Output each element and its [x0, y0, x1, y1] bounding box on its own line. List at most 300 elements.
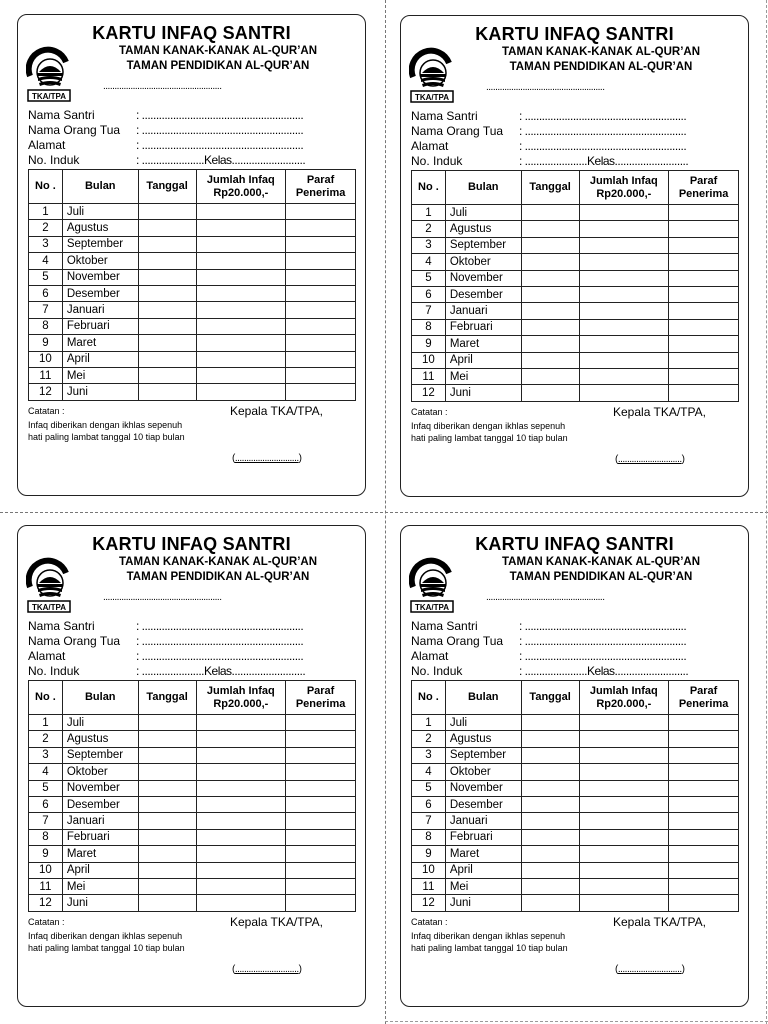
- infaq-card: [400, 525, 749, 1007]
- cell-jumlah-infaq: [579, 286, 669, 302]
- table-row: [29, 220, 356, 236]
- table-row: [29, 318, 356, 334]
- table-row: [29, 846, 356, 862]
- cell-paraf-penerima: [669, 254, 739, 270]
- cell-bulan: Juni: [62, 895, 138, 911]
- cell-jumlah-infaq: [579, 385, 669, 401]
- infaq-card: [400, 15, 749, 497]
- cell-paraf-penerima: [286, 335, 356, 351]
- table-row: [412, 846, 739, 862]
- header-jumlah-infaq: Jumlah Infaq Rp20.000,-: [579, 171, 669, 205]
- cell-paraf-penerima: [669, 796, 739, 812]
- cell-tanggal: [521, 303, 579, 319]
- cell-paraf-penerima: [669, 385, 739, 401]
- cell-jumlah-infaq: [196, 764, 286, 780]
- cell-tanggal: [138, 204, 196, 220]
- cell-paraf-penerima: [669, 715, 739, 731]
- table-row: [412, 385, 739, 401]
- cell-bulan: Juli: [62, 204, 138, 220]
- cell-no: 1: [29, 204, 63, 220]
- field-value: : .........................................................: [519, 124, 687, 138]
- cell-jumlah-infaq: [579, 336, 669, 352]
- cell-jumlah-infaq: [196, 253, 286, 269]
- tka-tpa-logo-icon: [26, 553, 72, 615]
- kepala-label: Kepala TKA/TPA,: [230, 915, 323, 929]
- cell-paraf-penerima: [286, 780, 356, 796]
- field-label: Nama Orang Tua: [28, 634, 121, 648]
- table-row: [29, 204, 356, 220]
- cell-bulan: Desember: [62, 285, 138, 301]
- infaq-table: [28, 169, 356, 401]
- header-bulan: Bulan: [62, 681, 138, 715]
- header-bulan: Bulan: [445, 171, 521, 205]
- header-jumlah-infaq: Jumlah Infaq Rp20.000,-: [579, 681, 669, 715]
- cell-paraf-penerima: [669, 336, 739, 352]
- cell-bulan: Oktober: [62, 253, 138, 269]
- cell-bulan: April: [62, 862, 138, 878]
- table-row: [29, 351, 356, 367]
- header-paraf-penerima: Paraf Penerima: [669, 171, 739, 205]
- cell-jumlah-infaq: [196, 747, 286, 763]
- cell-jumlah-infaq: [579, 270, 669, 286]
- card-subtitle-tpa: TAMAN PENDIDIKAN AL-QUR’AN: [509, 571, 693, 583]
- cell-bulan: Desember: [445, 286, 521, 302]
- cell-paraf-penerima: [286, 747, 356, 763]
- cell-bulan: Oktober: [62, 764, 138, 780]
- table-row: [29, 236, 356, 252]
- cell-jumlah-infaq: [196, 367, 286, 383]
- cell-paraf-penerima: [669, 878, 739, 894]
- cell-bulan: November: [445, 270, 521, 286]
- field-value: : .........................................................: [136, 619, 304, 633]
- table-row: [29, 269, 356, 285]
- cell-bulan: April: [445, 862, 521, 878]
- cell-bulan: April: [445, 352, 521, 368]
- cell-jumlah-infaq: [196, 813, 286, 829]
- card-subtitle-tpa: TAMAN PENDIDIKAN AL-QUR’AN: [509, 61, 693, 73]
- table-row: [412, 286, 739, 302]
- table-row: [412, 221, 739, 237]
- kepala-label: Kepala TKA/TPA,: [613, 915, 706, 929]
- field-label: Nama Orang Tua: [411, 634, 504, 648]
- cell-tanggal: [138, 764, 196, 780]
- table-row: [412, 796, 739, 812]
- cell-no: 6: [412, 796, 446, 812]
- note-label: Catatan :: [411, 917, 448, 927]
- header-jumlah-infaq: Jumlah Infaq Rp20.000,-: [196, 170, 286, 204]
- header-jumlah-infaq: Jumlah Infaq Rp20.000,-: [196, 681, 286, 715]
- cell-bulan: September: [445, 237, 521, 253]
- cell-bulan: Januari: [62, 302, 138, 318]
- signature-line: (............................): [232, 453, 302, 464]
- cell-no: 6: [412, 286, 446, 302]
- cell-tanggal: [521, 319, 579, 335]
- cell-tanggal: [138, 302, 196, 318]
- cell-bulan: Maret: [62, 335, 138, 351]
- cell-tanggal: [138, 780, 196, 796]
- cell-no: 6: [29, 285, 63, 301]
- cell-jumlah-infaq: [579, 796, 669, 812]
- cell-tanggal: [521, 715, 579, 731]
- cell-no: 8: [29, 318, 63, 334]
- cell-jumlah-infaq: [579, 829, 669, 845]
- cell-bulan: Maret: [445, 846, 521, 862]
- cell-jumlah-infaq: [196, 285, 286, 301]
- field-alamat: [28, 649, 303, 663]
- cell-jumlah-infaq: [196, 715, 286, 731]
- cell-bulan: November: [445, 780, 521, 796]
- cell-paraf-penerima: [669, 352, 739, 368]
- cell-no: 11: [412, 878, 446, 894]
- cell-paraf-penerima: [669, 780, 739, 796]
- table-row: [412, 813, 739, 829]
- cell-tanggal: [138, 846, 196, 862]
- card-subtitle-tka: TAMAN KANAK-KANAK AL-QUR’AN: [118, 556, 318, 568]
- cell-tanggal: [521, 368, 579, 384]
- cell-bulan: Februari: [445, 829, 521, 845]
- table-header-row: [29, 681, 356, 715]
- note-text: Infaq diberikan dengan ikhlas sepenuh hati paling lambat tanggal 10 tiap bulan: [411, 421, 568, 443]
- cell-tanggal: [521, 829, 579, 845]
- field-value: : .........................................................: [519, 109, 687, 123]
- cell-paraf-penerima: [286, 351, 356, 367]
- header-paraf-penerima: Paraf Penerima: [669, 681, 739, 715]
- cell-bulan: Oktober: [445, 764, 521, 780]
- cell-tanggal: [138, 731, 196, 747]
- cell-no: 3: [412, 747, 446, 763]
- field-label: Nama Santri: [28, 108, 95, 122]
- cell-bulan: Mei: [62, 878, 138, 894]
- table-row: [29, 253, 356, 269]
- header-tanggal: Tanggal: [521, 171, 579, 205]
- cell-jumlah-infaq: [196, 318, 286, 334]
- cell-bulan: Juli: [62, 715, 138, 731]
- cell-tanggal: [138, 236, 196, 252]
- cell-paraf-penerima: [669, 846, 739, 862]
- cell-paraf-penerima: [669, 829, 739, 845]
- kepala-label: Kepala TKA/TPA,: [613, 405, 706, 419]
- cell-tanggal: [521, 385, 579, 401]
- cell-tanggal: [138, 747, 196, 763]
- cell-no: 11: [29, 367, 63, 383]
- infaq-card: [17, 14, 366, 496]
- cell-bulan: Desember: [445, 796, 521, 812]
- table-row: [412, 254, 739, 270]
- note-text: Infaq diberikan dengan ikhlas sepenuh hati paling lambat tanggal 10 tiap bulan: [28, 420, 185, 442]
- field-nama-santri: [411, 619, 686, 633]
- cell-tanggal: [138, 829, 196, 845]
- cell-jumlah-infaq: [196, 878, 286, 894]
- cell-bulan: Mei: [62, 367, 138, 383]
- field-value: : .........................................................: [136, 138, 304, 152]
- table-row: [412, 731, 739, 747]
- note-label: Catatan :: [28, 917, 65, 927]
- table-row: [29, 895, 356, 911]
- cell-no: 4: [29, 764, 63, 780]
- cell-jumlah-infaq: [579, 254, 669, 270]
- cell-no: 10: [412, 862, 446, 878]
- cell-no: 12: [412, 895, 446, 911]
- field-label: No. Induk: [411, 664, 463, 678]
- field-label: No. Induk: [411, 154, 463, 168]
- cell-jumlah-infaq: [579, 862, 669, 878]
- kepala-label: Kepala TKA/TPA,: [230, 404, 323, 418]
- field-no-induk: [28, 664, 305, 678]
- cell-no: 9: [29, 335, 63, 351]
- cell-paraf-penerima: [669, 747, 739, 763]
- field-value: : .........................................................: [136, 123, 304, 137]
- cell-no: 4: [412, 764, 446, 780]
- infaq-table: [28, 680, 356, 912]
- note-text: Infaq diberikan dengan ikhlas sepenuh hati paling lambat tanggal 10 tiap bulan: [28, 931, 185, 953]
- table-row: [29, 747, 356, 763]
- cell-no: 8: [412, 319, 446, 335]
- cell-bulan: Agustus: [445, 221, 521, 237]
- logo-text: TKA/TPA: [414, 93, 450, 102]
- field-value: : .........................................................: [136, 634, 304, 648]
- cut-line-right: [766, 0, 767, 1024]
- table-row: [412, 780, 739, 796]
- table-row: [29, 764, 356, 780]
- cell-bulan: September: [445, 747, 521, 763]
- cell-no: 8: [412, 829, 446, 845]
- cell-no: 2: [412, 731, 446, 747]
- cell-paraf-penerima: [286, 384, 356, 400]
- cell-jumlah-infaq: [579, 747, 669, 763]
- cell-bulan: Agustus: [62, 731, 138, 747]
- cell-no: 5: [412, 780, 446, 796]
- card-title: KARTU INFAQ SANTRI: [92, 534, 291, 554]
- table-row: [29, 367, 356, 383]
- table-row: [29, 285, 356, 301]
- cell-paraf-penerima: [286, 318, 356, 334]
- cell-paraf-penerima: [669, 303, 739, 319]
- cell-bulan: Maret: [445, 336, 521, 352]
- cell-tanggal: [521, 731, 579, 747]
- field-nama-orang-tua: [411, 124, 686, 138]
- card-dotline: ....................................................: [486, 592, 605, 603]
- table-row: [412, 319, 739, 335]
- cell-tanggal: [138, 367, 196, 383]
- cell-bulan: Mei: [445, 878, 521, 894]
- card-subtitle-tpa: TAMAN PENDIDIKAN AL-QUR’AN: [126, 571, 310, 583]
- cell-paraf-penerima: [286, 731, 356, 747]
- cell-paraf-penerima: [669, 319, 739, 335]
- cell-jumlah-infaq: [196, 220, 286, 236]
- note-text: Infaq diberikan dengan ikhlas sepenuh hati paling lambat tanggal 10 tiap bulan: [411, 931, 568, 953]
- table-row: [412, 715, 739, 731]
- field-alamat: [411, 139, 686, 153]
- cell-tanggal: [138, 796, 196, 812]
- cell-jumlah-infaq: [196, 335, 286, 351]
- cell-no: 10: [412, 352, 446, 368]
- table-row: [412, 747, 739, 763]
- field-no-induk: [411, 154, 688, 168]
- cell-no: 7: [412, 303, 446, 319]
- note-label: Catatan :: [411, 407, 448, 417]
- field-nama-santri: [28, 108, 303, 122]
- cell-jumlah-infaq: [196, 796, 286, 812]
- cell-paraf-penerima: [286, 862, 356, 878]
- field-no-induk: [28, 153, 305, 167]
- cell-bulan: Maret: [62, 846, 138, 862]
- cell-tanggal: [521, 254, 579, 270]
- cell-paraf-penerima: [286, 796, 356, 812]
- cell-jumlah-infaq: [579, 205, 669, 221]
- cell-bulan: Agustus: [445, 731, 521, 747]
- field-value: : .........................................................: [136, 108, 304, 122]
- cell-no: 7: [412, 813, 446, 829]
- cell-tanggal: [521, 221, 579, 237]
- cell-jumlah-infaq: [579, 319, 669, 335]
- signature-line: (............................): [232, 964, 302, 975]
- cell-paraf-penerima: [669, 205, 739, 221]
- table-header-row: [29, 170, 356, 204]
- cell-tanggal: [521, 862, 579, 878]
- field-value: : .........................................................: [519, 619, 687, 633]
- cell-paraf-penerima: [286, 302, 356, 318]
- cell-jumlah-infaq: [579, 731, 669, 747]
- cell-bulan: November: [62, 780, 138, 796]
- cell-tanggal: [521, 205, 579, 221]
- field-nama-santri: [28, 619, 303, 633]
- cell-paraf-penerima: [286, 829, 356, 845]
- table-row: [29, 796, 356, 812]
- infaq-table: [411, 170, 739, 402]
- table-row: [412, 270, 739, 286]
- cell-tanggal: [138, 335, 196, 351]
- cell-bulan: Februari: [445, 319, 521, 335]
- cell-tanggal: [138, 384, 196, 400]
- cell-bulan: Oktober: [445, 254, 521, 270]
- field-value: : .........................................................: [519, 634, 687, 648]
- cell-paraf-penerima: [669, 237, 739, 253]
- cell-jumlah-infaq: [196, 780, 286, 796]
- cell-tanggal: [521, 846, 579, 862]
- cell-jumlah-infaq: [196, 302, 286, 318]
- cell-jumlah-infaq: [579, 715, 669, 731]
- cell-jumlah-infaq: [579, 895, 669, 911]
- cell-jumlah-infaq: [579, 221, 669, 237]
- cell-bulan: Juli: [445, 205, 521, 221]
- cell-bulan: Desember: [62, 796, 138, 812]
- cell-paraf-penerima: [286, 764, 356, 780]
- cut-line-horizontal: [0, 512, 768, 513]
- cell-paraf-penerima: [669, 813, 739, 829]
- cell-paraf-penerima: [286, 715, 356, 731]
- cell-no: 12: [412, 385, 446, 401]
- table-row: [29, 302, 356, 318]
- header-bulan: Bulan: [445, 681, 521, 715]
- field-value: : .........................................................: [519, 139, 687, 153]
- cell-paraf-penerima: [286, 220, 356, 236]
- table-row: [29, 780, 356, 796]
- cell-jumlah-infaq: [196, 829, 286, 845]
- header-paraf-penerima: Paraf Penerima: [286, 681, 356, 715]
- cell-tanggal: [138, 318, 196, 334]
- card-title: KARTU INFAQ SANTRI: [92, 23, 291, 43]
- field-label: Alamat: [411, 649, 449, 663]
- cell-no: 1: [412, 205, 446, 221]
- field-label: Nama Santri: [28, 619, 95, 633]
- cell-jumlah-infaq: [196, 236, 286, 252]
- header-no: No .: [412, 171, 446, 205]
- cell-jumlah-infaq: [579, 780, 669, 796]
- cell-paraf-penerima: [669, 895, 739, 911]
- card-subtitle-tka: TAMAN KANAK-KANAK AL-QUR’AN: [501, 46, 701, 58]
- field-label: Alamat: [28, 649, 66, 663]
- table-row: [412, 862, 739, 878]
- cell-paraf-penerima: [669, 862, 739, 878]
- table-row: [29, 335, 356, 351]
- cell-jumlah-infaq: [579, 368, 669, 384]
- cell-no: 9: [412, 846, 446, 862]
- cell-jumlah-infaq: [579, 846, 669, 862]
- cell-no: 3: [29, 236, 63, 252]
- card-subtitle-tpa: TAMAN PENDIDIKAN AL-QUR’AN: [126, 60, 310, 72]
- field-nama-orang-tua: [28, 634, 303, 648]
- cell-tanggal: [521, 237, 579, 253]
- tka-tpa-logo-icon: [409, 553, 455, 615]
- cell-bulan: September: [62, 747, 138, 763]
- cell-tanggal: [138, 220, 196, 236]
- cell-bulan: April: [62, 351, 138, 367]
- note-label: Catatan :: [28, 406, 65, 416]
- header-tanggal: Tanggal: [138, 170, 196, 204]
- cell-jumlah-infaq: [579, 303, 669, 319]
- table-row: [29, 384, 356, 400]
- cell-paraf-penerima: [669, 731, 739, 747]
- field-nama-orang-tua: [411, 634, 686, 648]
- field-label: Alamat: [28, 138, 66, 152]
- cell-bulan: Januari: [445, 303, 521, 319]
- cell-no: 9: [412, 336, 446, 352]
- cell-tanggal: [138, 715, 196, 731]
- cell-bulan: November: [62, 269, 138, 285]
- cell-jumlah-infaq: [196, 862, 286, 878]
- cell-no: 10: [29, 351, 63, 367]
- signature-line: (............................): [615, 964, 685, 975]
- cell-paraf-penerima: [286, 895, 356, 911]
- logo-text: TKA/TPA: [414, 603, 450, 612]
- cell-no: 2: [412, 221, 446, 237]
- table-row: [412, 878, 739, 894]
- header-no: No .: [29, 681, 63, 715]
- cell-no: 7: [29, 302, 63, 318]
- field-nama-santri: [411, 109, 686, 123]
- table-header-row: [412, 681, 739, 715]
- table-row: [29, 878, 356, 894]
- cell-no: 2: [29, 220, 63, 236]
- table-row: [412, 368, 739, 384]
- field-label: Nama Orang Tua: [411, 124, 504, 138]
- cell-paraf-penerima: [669, 286, 739, 302]
- cell-tanggal: [138, 813, 196, 829]
- table-row: [29, 862, 356, 878]
- field-label: Nama Santri: [411, 109, 478, 123]
- cell-paraf-penerima: [286, 846, 356, 862]
- table-row: [412, 303, 739, 319]
- header-paraf-penerima: Paraf Penerima: [286, 170, 356, 204]
- tka-tpa-logo-icon: [26, 42, 72, 104]
- table-row: [412, 205, 739, 221]
- cell-bulan: Agustus: [62, 220, 138, 236]
- cell-tanggal: [521, 747, 579, 763]
- field-label: Alamat: [411, 139, 449, 153]
- table-row: [29, 829, 356, 845]
- field-value: : ......................Kelas..........................: [136, 153, 306, 167]
- cell-tanggal: [521, 796, 579, 812]
